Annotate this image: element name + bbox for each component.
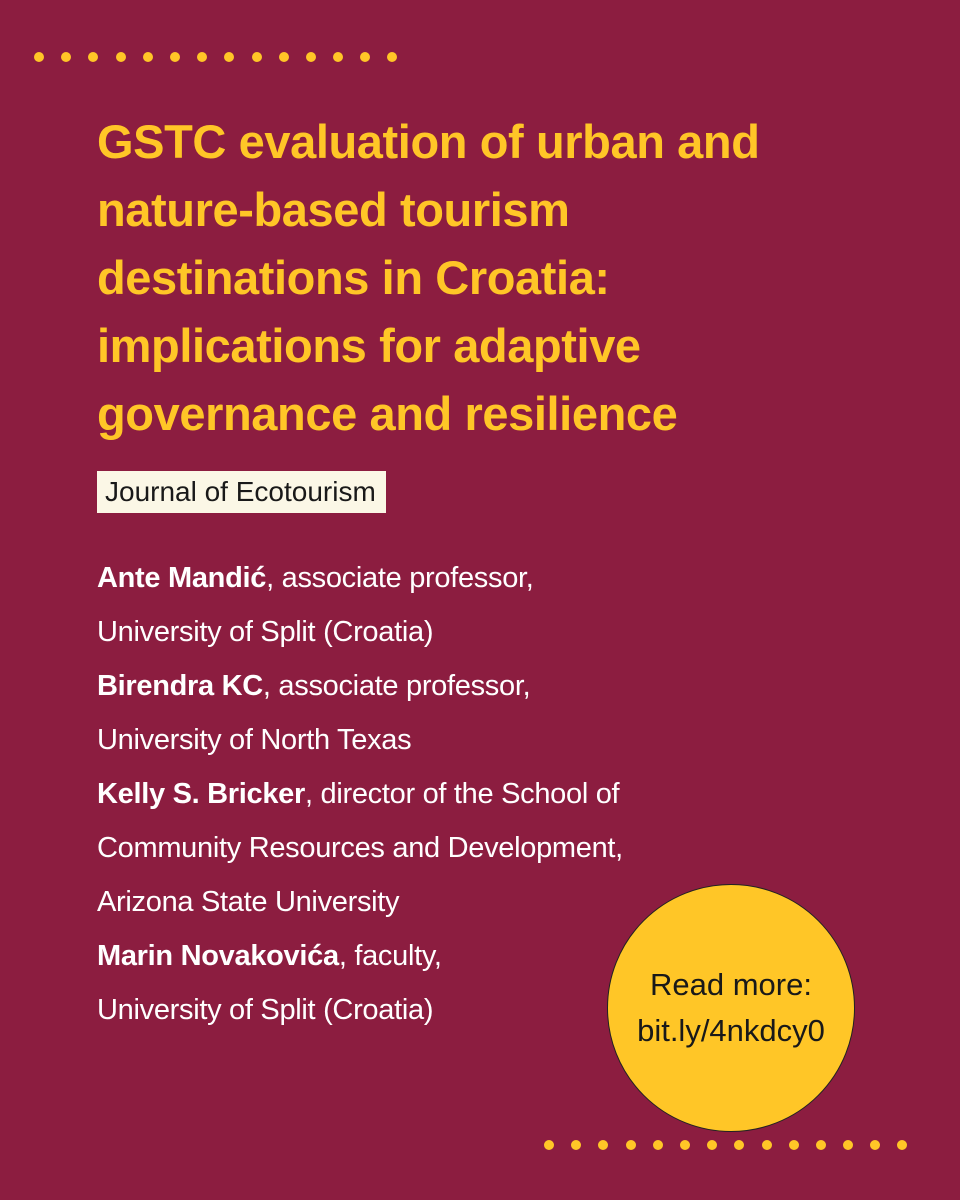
dot bbox=[333, 52, 343, 62]
dot bbox=[626, 1140, 636, 1150]
author-line bbox=[97, 551, 737, 605]
dot bbox=[897, 1140, 907, 1150]
dot bbox=[571, 1140, 581, 1150]
author-role: , director of the School of bbox=[305, 778, 620, 810]
author-name: Birendra KC bbox=[97, 670, 263, 702]
author-affiliation: University of North Texas bbox=[97, 724, 412, 756]
author-role-continued: Community Resources and Development, bbox=[97, 832, 623, 864]
author-role: , associate professor, bbox=[266, 562, 534, 594]
author-role: , associate professor, bbox=[262, 670, 531, 702]
dot bbox=[360, 52, 370, 62]
read-more-label: Read more: bbox=[650, 967, 812, 1002]
dot bbox=[598, 1140, 608, 1150]
dot bbox=[680, 1140, 690, 1150]
dot bbox=[789, 1140, 799, 1150]
dot bbox=[61, 52, 71, 62]
dot bbox=[279, 52, 289, 62]
dot bbox=[843, 1140, 853, 1150]
author-affiliation: University of Split (Croatia) bbox=[97, 616, 434, 648]
dot bbox=[170, 52, 180, 62]
dot bbox=[544, 1140, 554, 1150]
author-name: Ante Mandić bbox=[97, 562, 267, 594]
author-line bbox=[97, 767, 737, 821]
author-affiliation: University of Split (Croatia) bbox=[97, 994, 434, 1026]
dot bbox=[816, 1140, 826, 1150]
dot bbox=[870, 1140, 880, 1150]
dot bbox=[387, 52, 397, 62]
author-line bbox=[97, 659, 737, 713]
author-role: , faculty, bbox=[338, 940, 442, 972]
dot bbox=[707, 1140, 717, 1150]
dot bbox=[34, 52, 44, 62]
dot bbox=[224, 52, 234, 62]
author-name: Kelly S. Bricker bbox=[97, 778, 305, 810]
author-name: Marin Novakovića bbox=[97, 940, 339, 972]
article-title: GSTC evaluation of urban and nature-based tourism destinations in Croatia: implications for adaptive governance and resilience bbox=[97, 115, 760, 440]
dot bbox=[762, 1140, 772, 1150]
read-more-link[interactable]: bit.ly/4nkdcy0 bbox=[637, 1013, 825, 1048]
journal-badge: Journal of Ecotourism bbox=[97, 471, 386, 513]
decorative-dots-top bbox=[34, 52, 415, 62]
dot bbox=[197, 52, 207, 62]
author-affiliation: Arizona State University bbox=[97, 886, 400, 918]
dot bbox=[88, 52, 98, 62]
dot bbox=[734, 1140, 744, 1150]
dot bbox=[116, 52, 126, 62]
dot bbox=[143, 52, 153, 62]
decorative-dots-bottom bbox=[544, 1140, 925, 1150]
dot bbox=[252, 52, 262, 62]
read-more-badge[interactable] bbox=[607, 884, 855, 1132]
dot bbox=[653, 1140, 663, 1150]
dot bbox=[306, 52, 316, 62]
